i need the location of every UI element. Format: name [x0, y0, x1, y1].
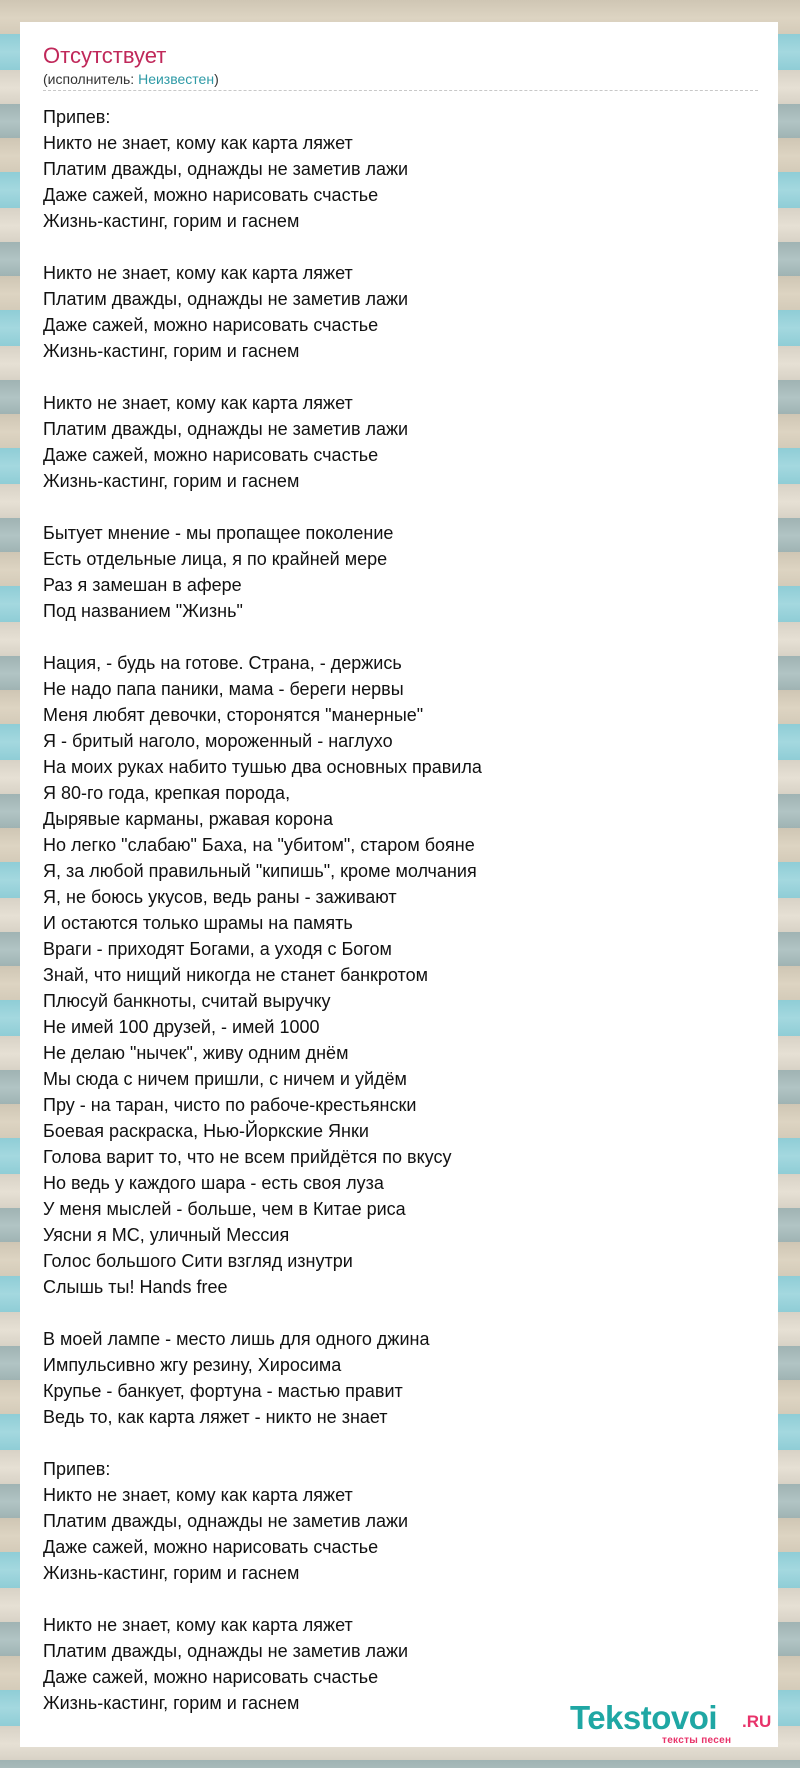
performer-prefix: (исполнитель:	[43, 71, 139, 87]
lyrics-body	[43, 104, 758, 1742]
lyrics-stanza	[43, 520, 758, 624]
lyrics-line: Плюсуй банкноты, считай выручку	[43, 991, 331, 1011]
lyrics-line: Платим дважды, однажды не заметив лажи	[43, 419, 409, 439]
lyrics-line: Платим дважды, однажды не заметив лажи	[43, 1641, 409, 1661]
lyrics-line: Я, за любой правильный "кипишь", кроме молчания	[43, 861, 477, 881]
lyrics-line: Нация, - будь на готове. Страна, - держись	[43, 653, 402, 673]
lyrics-line: Раз я замешан в афере	[43, 575, 242, 595]
lyrics-line: Я, не боюсь укусов, ведь раны - заживают	[43, 887, 397, 907]
lyrics-line: Слышь ты! Hands free	[43, 1277, 228, 1297]
lyrics-line: Жизнь-кастинг, горим и гаснем	[43, 1693, 300, 1713]
lyrics-line: Уясни я МС, уличный Мессия	[43, 1225, 290, 1245]
lyrics-stanza	[43, 104, 758, 234]
lyrics-line: Импульсивно жгу резину, Хиросима	[43, 1355, 342, 1375]
lyrics-line: Не имей 100 друзей, - имей 1000	[43, 1017, 320, 1037]
lyrics-line: Жизнь-кастинг, горим и гаснем	[43, 471, 300, 491]
lyrics-line: Припев:	[43, 1459, 111, 1479]
lyrics-line: Никто не знает, кому как карта ляжет	[43, 263, 353, 283]
logo-tld: .RU	[742, 1712, 772, 1731]
lyrics-line: Меня любят девочки, сторонятся "манерные"	[43, 705, 424, 725]
lyrics-line: Боевая раскраска, Нью-Йоркские Янки	[43, 1121, 369, 1141]
lyrics-line: У меня мыслей - больше, чем в Китае риса	[43, 1199, 406, 1219]
lyrics-line: Платим дважды, однажды не заметив лажи	[43, 1511, 409, 1531]
lyrics-stanza	[43, 650, 758, 1300]
lyrics-line: Под названием "Жизнь"	[43, 601, 243, 621]
logo-subtitle: тексты песен	[662, 1735, 732, 1746]
lyrics-line: Даже сажей, можно нарисовать счастье	[43, 315, 379, 335]
lyrics-line: Платим дважды, однажды не заметив лажи	[43, 159, 409, 179]
lyrics-stanza	[43, 260, 758, 364]
lyrics-line: И остаются только шрамы на память	[43, 913, 353, 933]
lyrics-line: Даже сажей, можно нарисовать счастье	[43, 185, 379, 205]
lyrics-line: Жизнь-кастинг, горим и гаснем	[43, 211, 300, 231]
performer-line	[43, 70, 758, 88]
lyrics-line: Мы сюда с ничем пришли, с ничем и уйдём	[43, 1069, 407, 1089]
lyrics-line: Враги - приходят Богами, а уходя с Богом	[43, 939, 392, 959]
lyrics-line: Не делаю "нычек", живу одним днём	[43, 1043, 349, 1063]
lyrics-line: Я - бритый наголо, мороженный - наглухо	[43, 731, 393, 751]
site-logo[interactable]	[570, 1700, 770, 1750]
lyrics-line: Припев:	[43, 107, 111, 127]
lyrics-line: Жизнь-кастинг, горим и гаснем	[43, 1563, 300, 1583]
song-title: Отсутствует	[43, 43, 167, 68]
lyrics-line: Даже сажей, можно нарисовать счастье	[43, 445, 379, 465]
lyrics-line: Знай, что нищий никогда не станет банкротом	[43, 965, 428, 985]
lyrics-stanza	[43, 390, 758, 494]
lyrics-line: Даже сажей, можно нарисовать счастье	[43, 1667, 379, 1687]
lyrics-line: На моих руках набито тушью два основных правила	[43, 757, 482, 777]
lyrics-line: Есть отдельные лица, я по крайней мере	[43, 549, 388, 569]
lyrics-line: Никто не знает, кому как карта ляжет	[43, 1615, 353, 1635]
song-header	[43, 42, 758, 91]
lyrics-line: Платим дважды, однажды не заметив лажи	[43, 289, 409, 309]
lyrics-line: Крупье - банкует, фортуна - мастью правит	[43, 1381, 403, 1401]
lyrics-stanza	[43, 1456, 758, 1586]
lyrics-line: Никто не знает, кому как карта ляжет	[43, 1485, 353, 1505]
logo-wordmark: Tekstovoi	[570, 1699, 718, 1736]
performer-link[interactable]: Неизвестен	[138, 71, 215, 87]
lyrics-line: Голова варит то, что не всем прийдётся по вкусу	[43, 1147, 452, 1167]
lyrics-line: Не надо папа паники, мама - береги нервы	[43, 679, 404, 699]
lyrics-line: Но легко "слабаю" Баха, на "убитом", старом бояне	[43, 835, 475, 855]
lyrics-line: Я 80-го года, крепкая порода,	[43, 783, 291, 803]
lyrics-line: Дырявые карманы, ржавая корона	[43, 809, 333, 829]
lyrics-line: В моей лампе - место лишь для одного джина	[43, 1329, 430, 1349]
lyrics-line: Пру - на таран, чисто по рабоче-крестьянски	[43, 1095, 417, 1115]
lyrics-line: Жизнь-кастинг, горим и гаснем	[43, 341, 300, 361]
lyrics-line: Бытует мнение - мы пропащее поколение	[43, 523, 394, 543]
lyrics-line: Никто не знает, кому как карта ляжет	[43, 133, 353, 153]
lyrics-line: Ведь то, как карта ляжет - никто не знает	[43, 1407, 388, 1427]
lyrics-line: Никто не знает, кому как карта ляжет	[43, 393, 353, 413]
lyrics-line: Но ведь у каждого шара - есть своя луза	[43, 1173, 384, 1193]
lyrics-line: Даже сажей, можно нарисовать счастье	[43, 1537, 379, 1557]
performer-suffix: )	[214, 71, 219, 87]
lyrics-stanza	[43, 1326, 758, 1430]
content-panel	[20, 22, 778, 1747]
lyrics-line: Голос большого Сити взгляд изнутри	[43, 1251, 353, 1271]
